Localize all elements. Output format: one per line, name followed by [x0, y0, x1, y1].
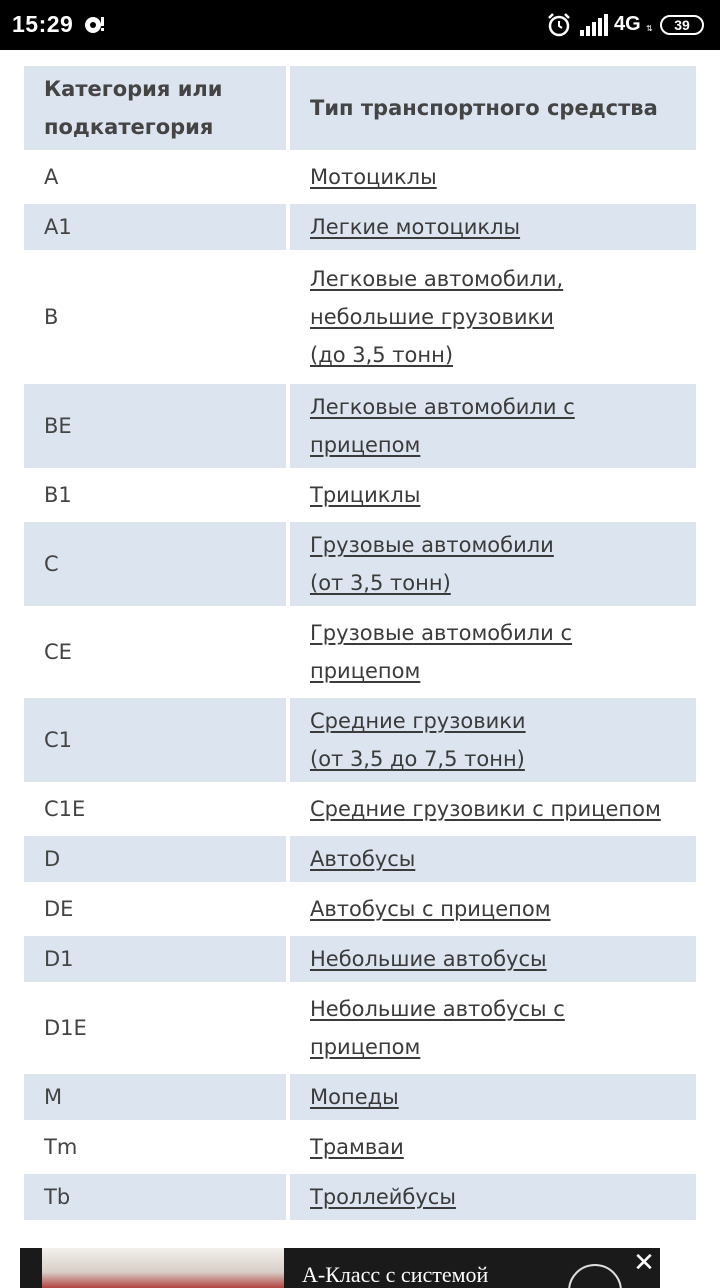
table-row — [24, 470, 696, 520]
category-code: D1E — [24, 984, 288, 1072]
vehicle-type-link[interactable]: Троллейбусы — [310, 1185, 456, 1209]
table-row — [24, 520, 696, 608]
category-code: D1 — [24, 934, 288, 984]
table-row — [24, 1072, 696, 1122]
category-code: B — [24, 252, 288, 382]
vehicle-type-link[interactable]: Легковые автомобили с прицепом — [310, 395, 575, 457]
table-row — [24, 1172, 696, 1222]
category-code: A — [24, 152, 288, 202]
category-code: C1E — [24, 784, 288, 834]
table-row — [24, 934, 696, 984]
table-row — [24, 382, 696, 470]
table-row — [24, 984, 696, 1072]
category-code: M — [24, 1072, 288, 1122]
category-code: Tm — [24, 1122, 288, 1172]
vehicle-type-link[interactable]: Легкие мотоциклы — [310, 215, 521, 239]
vehicle-type-link[interactable]: Грузовые автомобили с прицепом — [310, 621, 573, 683]
ad-brand-logo-icon — [568, 1264, 622, 1288]
header-vehicle-type: Тип транспортного средства — [288, 66, 696, 152]
vehicle-type-link[interactable]: Грузовые автомобили (от 3,5 тонн) — [310, 533, 554, 595]
vehicle-type-link[interactable]: Трициклы — [310, 483, 421, 507]
table-row — [24, 202, 696, 252]
table-row — [24, 252, 696, 382]
vehicle-type-link[interactable]: Легковые автомобили, небольшие грузовики (до 3,5 тонн) — [310, 267, 564, 367]
header-category: Категория или подкатегория — [24, 66, 288, 152]
vehicle-type-link[interactable]: Небольшие автобусы — [310, 947, 547, 971]
category-code: B1 — [24, 470, 288, 520]
vehicle-type-link[interactable]: Средние грузовики (от 3,5 до 7,5 тонн) — [310, 709, 526, 771]
category-code: BE — [24, 382, 288, 470]
vehicle-type-link[interactable]: Автобусы — [310, 847, 416, 871]
ad-banner[interactable] — [20, 1248, 660, 1288]
network-type: 4G — [614, 13, 641, 35]
categories-table-wrap — [24, 66, 696, 1224]
table-row — [24, 1122, 696, 1172]
category-code: D — [24, 834, 288, 884]
table-row — [24, 784, 696, 834]
status-bar — [0, 0, 720, 50]
table-row — [24, 884, 696, 934]
vehicle-type-link[interactable]: Автобусы с прицепом — [310, 897, 551, 921]
table-row — [24, 608, 696, 696]
category-code: C — [24, 520, 288, 608]
signal-icon — [580, 14, 610, 40]
table-row — [24, 834, 696, 884]
vehicle-type-link[interactable]: Мотоциклы — [310, 165, 437, 189]
vehicle-type-link[interactable]: Средние грузовики с прицепом — [310, 797, 661, 821]
status-time: 15:29 — [12, 11, 74, 37]
category-code: CE — [24, 608, 288, 696]
vehicle-type-link[interactable]: Небольшие автобусы с прицепом — [310, 997, 565, 1059]
table-header-row — [24, 66, 696, 152]
notification-icon — [83, 13, 107, 39]
category-code: C1 — [24, 696, 288, 784]
data-arrows-icon: ⇅ — [646, 24, 653, 33]
table-row — [24, 696, 696, 784]
alarm-icon — [546, 12, 572, 42]
ad-text: A-Класс с системой — [302, 1262, 489, 1287]
battery-icon: 39 — [660, 15, 704, 35]
vehicle-type-link[interactable]: Трамваи — [310, 1135, 404, 1159]
category-code: DE — [24, 884, 288, 934]
vehicle-type-link[interactable]: Мопеды — [310, 1085, 399, 1109]
categories-table — [24, 66, 696, 1224]
table-row — [24, 152, 696, 202]
ad-car-image — [42, 1248, 284, 1288]
close-icon[interactable]: ✕ — [633, 1248, 655, 1278]
category-code: A1 — [24, 202, 288, 252]
category-code: Tb — [24, 1172, 288, 1222]
